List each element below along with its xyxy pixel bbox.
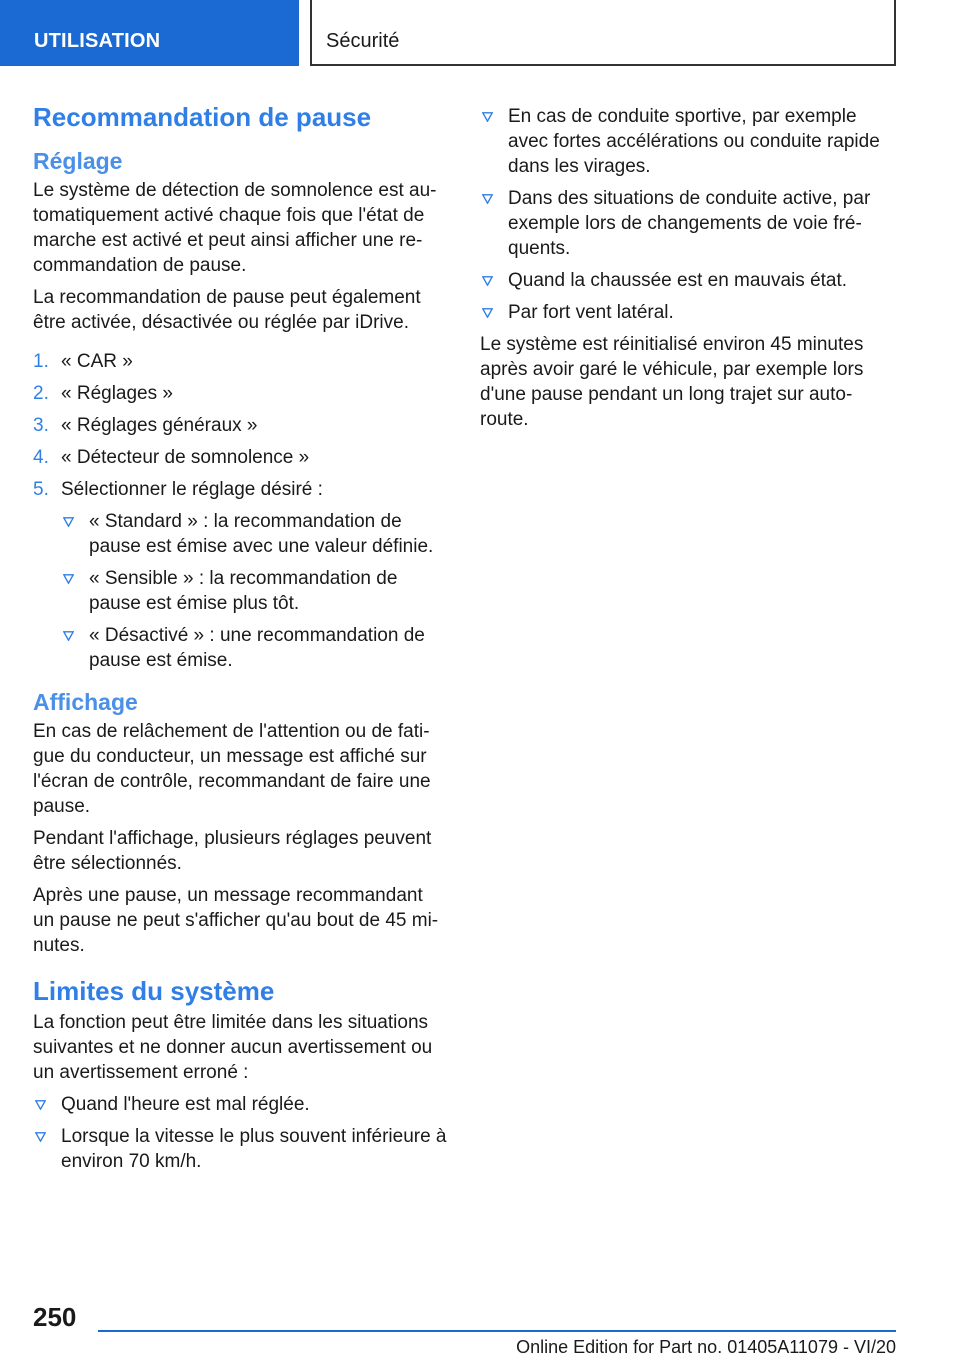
triangle-bullet-icon xyxy=(482,112,493,122)
step-text: « Réglages généraux » xyxy=(61,415,258,436)
limits-list-continued xyxy=(480,104,894,325)
list-item xyxy=(480,300,894,325)
step-number: 4. xyxy=(33,447,49,468)
paragraph: Le système de détection de somnolence est au-tomatiquement activé chaque fois que l'état de marche est activé et peut ainsi afficher une re-commandation de pause. xyxy=(33,180,437,276)
list-item xyxy=(33,349,447,374)
paragraph: La fonction peut être limitée dans les situations suivantes et ne donner aucun avertissement ou un avertissement erroné : xyxy=(33,1012,433,1083)
limit-text: Par fort vent latéral. xyxy=(508,302,674,323)
header-chapter-tab: Sécurité xyxy=(310,0,896,66)
limit-text: Quand la chaussée est en mauvais état. xyxy=(508,270,848,291)
right-column xyxy=(480,104,894,439)
list-item xyxy=(33,381,447,406)
paragraph: Après une pause, un message recommandant un pause ne peut s'afficher qu'au bout de 45 mi-nutes. xyxy=(33,885,439,956)
step-text: « Réglages » xyxy=(61,383,173,404)
list-item xyxy=(61,623,447,673)
left-column xyxy=(33,100,447,1181)
setting-options-list xyxy=(61,509,447,673)
page-number: 250 xyxy=(33,1302,77,1332)
section-title-pause: Recommandation de pause xyxy=(33,102,372,132)
limit-text: Quand l'heure est mal réglée. xyxy=(61,1094,310,1115)
step-number: 5. xyxy=(33,479,49,500)
step-text: Sélectionner le réglage désiré : xyxy=(61,479,323,500)
list-item xyxy=(33,445,447,470)
triangle-bullet-icon xyxy=(63,517,74,527)
step-number: 1. xyxy=(33,351,49,372)
settings-steps-list xyxy=(33,349,447,673)
triangle-bullet-icon xyxy=(63,574,74,584)
heading-reglage: Réglage xyxy=(33,148,123,174)
heading-affichage: Affichage xyxy=(33,689,138,715)
triangle-bullet-icon xyxy=(482,194,493,204)
list-item xyxy=(61,509,447,559)
limits-list xyxy=(33,1092,447,1174)
list-item xyxy=(33,1092,447,1117)
step-text: « CAR » xyxy=(61,351,133,372)
limit-text: En cas de conduite sportive, par exemple avec fortes accélérations ou conduite rapide dans les virages. xyxy=(508,106,880,177)
list-item xyxy=(480,186,894,261)
option-text: « Standard » : la recommandation de pause est émise avec une valeur définie. xyxy=(89,511,434,557)
triangle-bullet-icon xyxy=(35,1132,46,1142)
list-item xyxy=(33,1124,447,1174)
triangle-bullet-icon xyxy=(35,1100,46,1110)
step-number: 2. xyxy=(33,383,49,404)
header-section-tab: UTILISATION xyxy=(0,0,299,66)
footer-edition: Online Edition for Part no. 01405A11079 - VI/20 xyxy=(516,1337,896,1357)
limit-text: Dans des situations de conduite active, par exemple lors de changements de voie fré-quents. xyxy=(508,188,871,259)
footer-divider xyxy=(98,1330,896,1332)
option-text: « Désactivé » : une recommandation de pause est émise. xyxy=(89,625,425,671)
list-item xyxy=(480,104,894,179)
paragraph: La recommandation de pause peut également être activée, désactivée ou réglée par iDrive. xyxy=(33,287,421,333)
limit-text: Lorsque la vitesse le plus souvent inférieure à environ 70 km/h. xyxy=(61,1126,447,1172)
step-number: 3. xyxy=(33,415,49,436)
paragraph: Pendant l'affichage, plusieurs réglages peuvent être sélectionnés. xyxy=(33,828,432,874)
option-text: « Sensible » : la recommandation de pause est émise plus tôt. xyxy=(89,568,398,614)
triangle-bullet-icon xyxy=(482,308,493,318)
triangle-bullet-icon xyxy=(63,631,74,641)
paragraph: En cas de relâchement de l'attention ou de fati-gue du conducteur, un message est affiché sur l'écran de contrôle, recommandant de faire une pause. xyxy=(33,721,431,817)
list-item xyxy=(33,477,447,673)
list-item xyxy=(61,566,447,616)
paragraph: Le système est réinitialisé environ 45 minutes après avoir garé le véhicule, par exemple lors d'une pause pendant un long trajet sur auto-route. xyxy=(480,334,864,430)
section-title-limites: Limites du système xyxy=(33,976,275,1006)
step-text: « Détecteur de somnolence » xyxy=(61,447,310,468)
triangle-bullet-icon xyxy=(482,276,493,286)
list-item xyxy=(480,268,894,293)
list-item xyxy=(33,413,447,438)
